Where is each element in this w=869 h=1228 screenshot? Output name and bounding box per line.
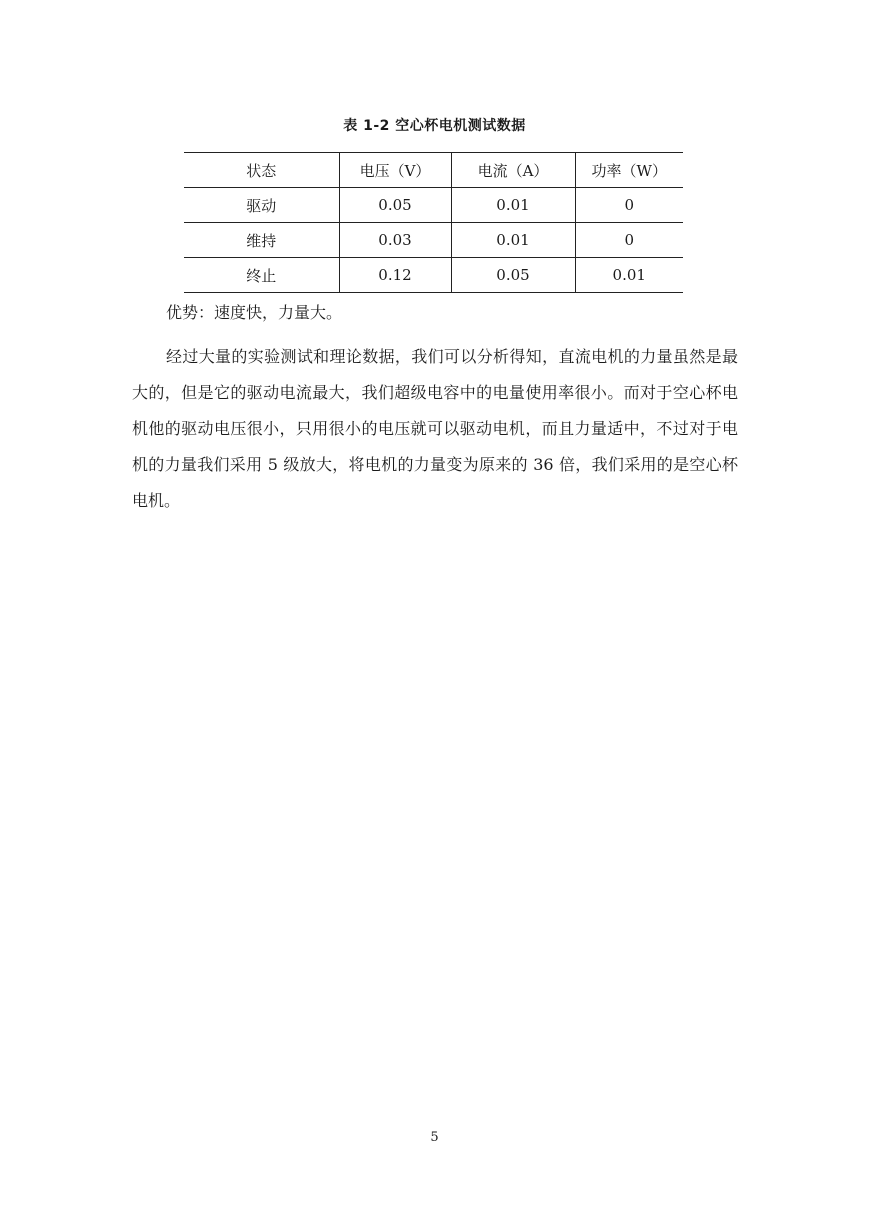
cell-current: 0.01 [451,188,575,223]
cell-voltage: 0.05 [339,188,451,223]
header-voltage: 电压（V） [339,153,451,188]
cell-current: 0.05 [451,258,575,293]
body-paragraph: 经过大量的实验测试和理论数据，我们可以分析得知，直流电机的力量虽然是最大的，但是它的驱动电流最大，我们超级电容中的电量使用率很小。而对于空心杯电机他的驱动电压很小，只用很小的电压就可以驱动电机，而且力量适中，不过对于电机的力量我们采用 5 级放大，将电机的力量变为原来的 36 倍，我们采用的是空心杯电机。 [132,347,738,510]
table-row [184,188,683,223]
cell-power: 0 [575,223,683,258]
header-current: 电流（A） [451,153,575,188]
table-header-row [184,153,683,188]
cell-power: 0 [575,188,683,223]
table-row [184,223,683,258]
advantage-line: 优势：速度快，力量大。 [166,303,343,322]
cell-state: 驱动 [184,188,339,223]
header-power: 功率（W） [575,153,683,188]
motor-test-table [184,152,683,293]
cell-voltage: 0.12 [339,258,451,293]
cell-voltage: 0.03 [339,223,451,258]
cell-state: 维持 [184,223,339,258]
page-number: 5 [430,1130,439,1145]
cell-current: 0.01 [451,223,575,258]
cell-power: 0.01 [575,258,683,293]
header-state: 状态 [184,153,339,188]
cell-state: 终止 [184,258,339,293]
table-caption: 表 1-2 空心杯电机测试数据 [343,118,526,134]
table-row [184,258,683,293]
